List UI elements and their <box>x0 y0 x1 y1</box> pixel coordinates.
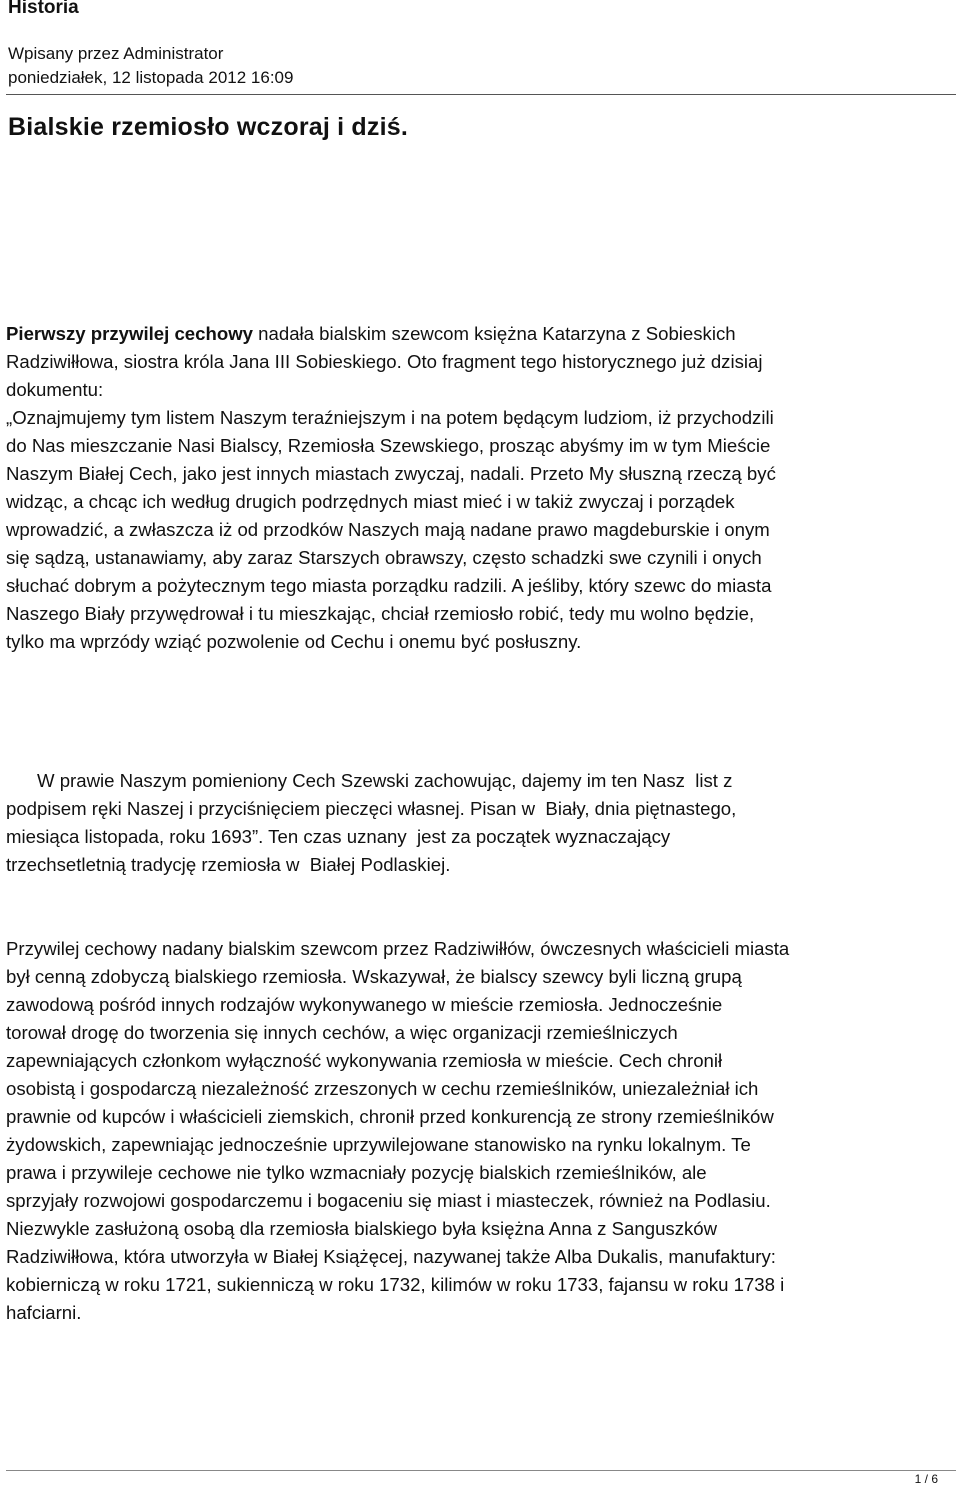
paragraph-line: tylko ma wprzódy wziąć pozwolenie od Cechu i onemu być posłuszny. <box>6 631 582 652</box>
article-title: Bialskie rzemiosło wczoraj i dziś. <box>8 113 409 141</box>
paragraph-line: Przywilej cechowy nadany bialskim szewcom przez Radziwiłłów, ówczesnych właścicieli miasta <box>6 938 790 959</box>
paragraph-line: W prawie Naszym pomieniony Cech Szewski zachowując, dajemy im ten Nasz list z <box>6 770 733 791</box>
paragraph-line: Naszego Biały przywędrował i tu mieszkając, chciał rzemiosło robić, tedy mu wolno będzie, <box>6 603 755 624</box>
footer-divider <box>6 1470 956 1471</box>
paragraph-line-text: nadała bialskim szewcom księżna Katarzyna z Sobieskich <box>253 323 736 344</box>
article-meta <box>8 42 293 90</box>
paragraph-line: żydowskich, zapewniając jednocześnie uprzywilejowane stanowisko na rynku lokalnym. Te <box>6 1134 751 1155</box>
paragraph-line: się sądzą, ustanawiamy, aby zaraz Starszych obrawszy, często schadzki swe czynili i onych <box>6 547 762 568</box>
paragraph-line: prawa i przywileje cechowe nie tylko wzmacniały pozycję bialskich rzemieślników, ale <box>6 1162 707 1183</box>
paragraph-line: widząc, a chcąc ich według drugich podrzędnych miast mieć i w takiż zwyczaj i porządek <box>6 491 735 512</box>
date-line: poniedziałek, 12 listopada 2012 16:09 <box>8 68 294 87</box>
paragraph-line: torował drogę do tworzenia się innych cechów, a więc organizacji rzemieślniczych <box>6 1022 678 1043</box>
paragraph-line: był cenną zdobyczą bialskiego rzemiosła. Wskazywał, że bialscy szewcy byli liczną grupą <box>6 966 742 987</box>
paragraph-line: do Nas mieszczanie Nasi Bialscy, Rzemiosła Szewskiego, prosząc abyśmy im w tym Mieście <box>6 435 771 456</box>
paragraph-line: osobistą i gospodarczą niezależność zrzeszonych w cechu rzemieślników, uniezależniał ich <box>6 1078 759 1099</box>
paragraph-3 <box>6 935 958 1327</box>
paragraph-line: prawnie od kupców i właścicieli ziemskich, chronił przed konkurencją ze strony rzemieślników <box>6 1106 774 1127</box>
paragraph-line: sprzyjały rozwojowi gospodarczemu i bogaceniu się miast i miasteczek, również na Podlasiu. <box>6 1190 771 1211</box>
paragraph-line: miesiąca listopada, roku 1693”. Ten czas uznany jest za początek wyznaczający <box>6 826 671 847</box>
paragraph-line: dokumentu: <box>6 379 104 400</box>
author-line: Wpisany przez Administrator <box>8 44 224 63</box>
page-number: 1 / 6 <box>914 1472 938 1486</box>
paragraph-line: trzechsetletnią tradycję rzemiosła w Białej Podlaskiej. <box>6 854 451 875</box>
paragraph-line: „Oznajmujemy tym listem Naszym teraźniejszym i na potem będącym ludziom, iż przychodzili <box>6 407 774 428</box>
paragraph-line: zapewniających członkom wyłączność wykonywania rzemiosła w mieście. Cech chronił <box>6 1050 723 1071</box>
paragraph-line: Naszym Białej Cech, jako jest innych miastach zwyczaj, nadali. Przeto My słuszną rzeczą być <box>6 463 776 484</box>
paragraph-lead: Pierwszy przywilej cechowy <box>6 323 253 344</box>
paragraph-line: słuchać dobrym a pożytecznym tego miasta porządku radzili. A jeśliby, który szewc do miasta <box>6 575 772 596</box>
paragraph-line: Niezwykle zasłużoną osobą dla rzemiosła bialskiego była księżna Anna z Sanguszków <box>6 1218 718 1239</box>
paragraph-line: hafciarni. <box>6 1302 82 1323</box>
header-divider <box>6 94 956 95</box>
paragraph-1 <box>6 320 958 656</box>
paragraph-line: wprowadzić, a zwłaszcza iż od przodków Naszych mają nadane prawo magdeburskie i onym <box>6 519 770 540</box>
paragraph-line: kobierniczą w roku 1721, sukienniczą w roku 1732, kilimów w roku 1733, fajansu w roku 1738 i <box>6 1274 785 1295</box>
paragraph-line: Radziwiłłowa, siostra króla Jana III Sobieskiego. Oto fragment tego historycznego już dzisiaj <box>6 351 763 372</box>
paragraph-line: Radziwiłłowa, która utworzyła w Białej Książęcej, nazywanej także Alba Dukalis, manufaktury: <box>6 1246 776 1267</box>
paragraph-line <box>6 320 958 348</box>
section-title: Historia <box>8 0 79 18</box>
paragraph-line: podpisem ręki Naszej i przyciśnięciem pieczęci własnej. Pisan w Biały, dnia piętnastego, <box>6 798 737 819</box>
paragraph-2 <box>6 739 958 879</box>
paragraph-line: zawodową pośród innych rodzajów wykonywanego w mieście rzemiosła. Jednocześnie <box>6 994 723 1015</box>
